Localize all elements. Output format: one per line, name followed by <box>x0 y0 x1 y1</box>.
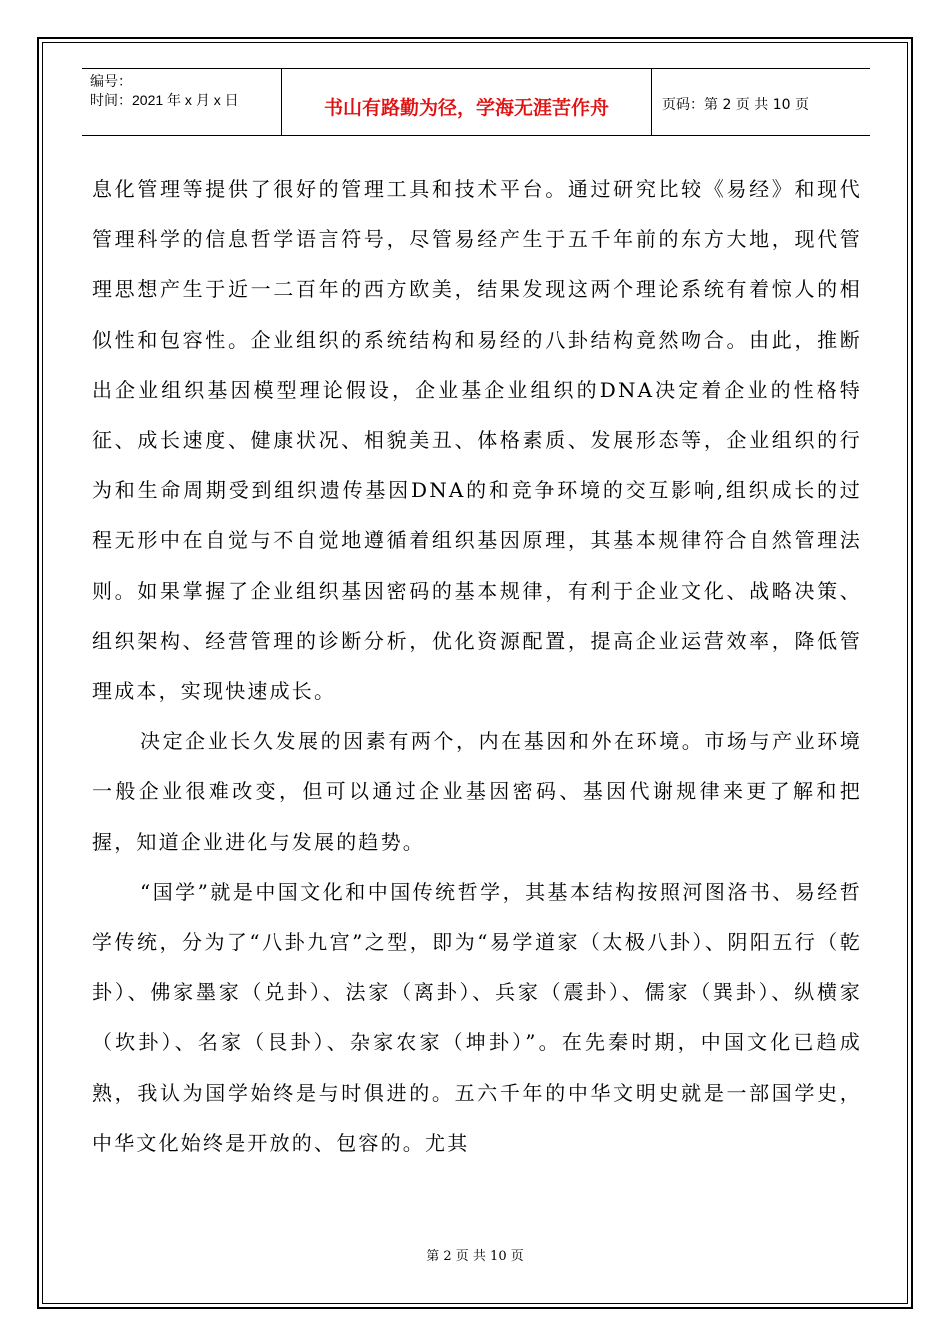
header-table <box>82 68 870 136</box>
paragraph-2: 决定企业长久发展的因素有两个，内在基因和外在环境。市场与产业环境一般企业很难改变，但可以通过企业基因密码、基因代谢规律来更了解和把握，知道企业进化与发展的趋势。 <box>92 729 862 854</box>
page-footer: 第 2 页 共 10 页 <box>426 1249 524 1264</box>
serial-label: 编号： <box>90 73 132 89</box>
paragraph-1: 息化管理等提供了很好的管理工具和技术平台。通过研究比较《易经》和现代管理科学的信息哲学语言符号，尽管易经产生于五千年前的东方大地，现代管理思想产生于近一二百年的西方欧美，结果发现这两个理论系统有着惊人的相似性和包容性。企业组织的系统结构和易经的八卦结构竟然吻合。由此，推断出企业组织基因模型理论假设，企业基企业组织的DNA决定着企业的性格特征、成长速度、健康状况、相貌美丑、体格素质、发展形态等，企业组织的行为和生命周期受到组织遗传基因DNA的和竞争环境的交互影响,组织成长的过程无形中在自觉与不自觉地遵循着组织基因原理，其基本规律符合自然管理法则。如果掌握了企业组织基因密码的基本规律，有利于企业文化、战略决策、组织架构、经营管理的诊断分析，优化资源配置，提高企业运营效率，降低管理成本，实现快速成长。 <box>92 177 862 704</box>
header-meta <box>82 69 282 135</box>
header-page-cell <box>652 69 870 135</box>
paragraph-3: “国学”就是中国文化和中国传统哲学，其基本结构按照河图洛书、易经哲学传统，分为了“八卦九宫”之型，即为“易学道家（太极八卦）、阴阳五行（乾卦）、佛家墨家（兑卦）、法家（离卦）、兵家（震卦）、儒家（巽卦）、纵横家（坎卦）、名家（艮卦）、杂家农家（坤卦）”。在先秦时期，中国文化已趋成熟，我认为国学始终是与时俱进的。五六千年的中华文明史就是一部国学史，中华文化始终是开放的、包容的。尤其 <box>92 879 862 1155</box>
motto-text: 书山有路勤为径，学海无涯苦作舟 <box>323 96 609 119</box>
header-motto-cell <box>282 69 652 135</box>
page-info: 页码：第 2 页 共 10 页 <box>662 97 809 113</box>
document-body <box>92 164 862 1168</box>
time-label: 时间：2021 年 x 月 x 日 <box>90 92 239 108</box>
